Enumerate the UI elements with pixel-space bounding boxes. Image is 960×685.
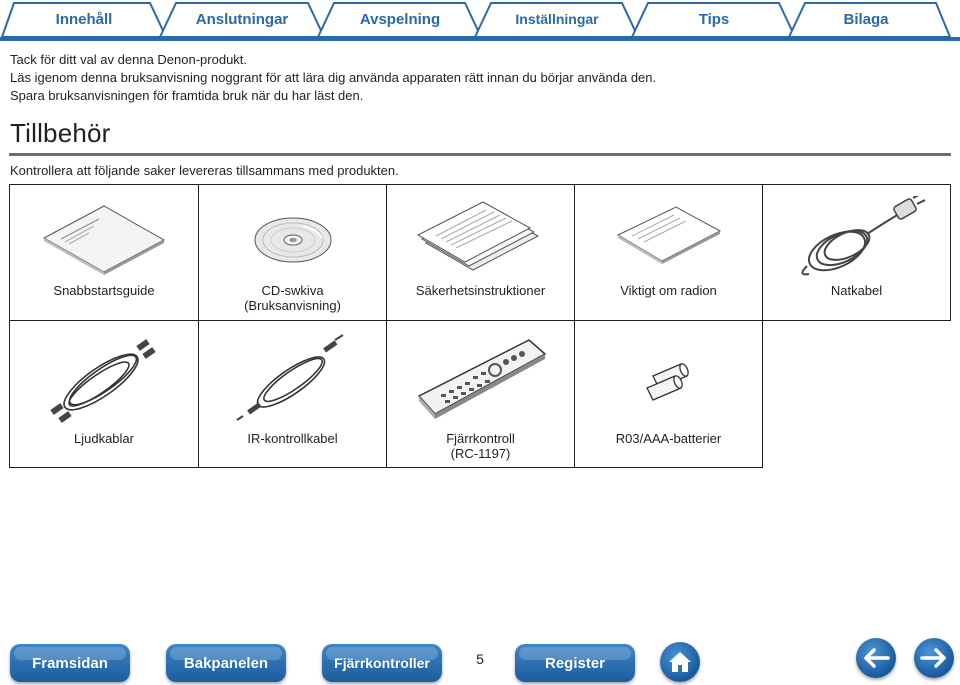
accessory-cell	[574, 320, 763, 468]
tab-appendix[interactable]: Bilaga	[843, 10, 889, 28]
arrow-left-icon	[862, 648, 890, 668]
remote-controls-button-label: Fjärrkontroller	[334, 655, 430, 671]
accessory-sublabel: (Bruksanvisning)	[244, 298, 341, 313]
next-page-button[interactable]	[914, 638, 954, 678]
quick-start-guide-icon	[10, 193, 198, 283]
section-description: Kontrollera att följande saker levereras tillsammans med produkten.	[10, 163, 399, 178]
previous-page-button[interactable]	[856, 638, 896, 678]
accessory-label: CD-swkiva	[261, 283, 324, 298]
index-button-label: Register	[544, 654, 606, 672]
audio-cable-icon	[10, 329, 198, 429]
section-title: Tillbehör	[10, 118, 111, 148]
intro-line: Läs igenom denna bruksanvisning noggrant för att lära dig använda apparaten rätt innan du börjar använda den.	[10, 70, 657, 85]
accessory-label: IR-kontrollkabel	[247, 431, 338, 446]
accessory-cell	[198, 320, 387, 468]
power-cable-icon	[763, 193, 950, 283]
accessory-label: Fjärrkontroll	[446, 431, 515, 446]
cd-icon	[199, 193, 386, 283]
accessory-cell	[762, 184, 951, 321]
home-button[interactable]	[660, 642, 700, 682]
accessory-label: R03/AAA-batterier	[615, 431, 722, 446]
tab-tips[interactable]: Tips	[698, 10, 730, 28]
rear-panel-button[interactable]	[166, 644, 286, 682]
accessory-cell	[386, 320, 575, 468]
page-number: 5	[476, 651, 484, 667]
radio-notice-icon	[575, 193, 762, 283]
accessory-cell	[198, 184, 387, 321]
intro-text	[10, 51, 950, 105]
home-icon	[667, 650, 693, 674]
accessory-label: Snabbstartsguide	[53, 283, 155, 298]
index-button[interactable]	[515, 644, 635, 682]
front-panel-button-label: Framsidan	[32, 654, 108, 672]
accessory-sublabel: (RC-1197)	[450, 446, 511, 461]
front-panel-button[interactable]	[10, 644, 130, 682]
ir-cable-icon	[199, 329, 386, 429]
accessory-label: Säkerhetsinstruktioner	[415, 283, 546, 298]
accessory-cell	[574, 184, 763, 321]
tab-underline	[0, 37, 960, 41]
tab-playback[interactable]: Avspelning	[359, 10, 441, 28]
remote-controls-button[interactable]	[322, 644, 442, 682]
tab-contents[interactable]: Innehåll	[55, 10, 113, 28]
tab-settings[interactable]: Inställningar	[515, 11, 599, 27]
remote-control-icon	[387, 329, 574, 429]
intro-line: Spara bruksanvisningen för framtida bruk när du har läst den.	[10, 88, 364, 103]
accessory-label: Natkabel	[830, 283, 883, 298]
tab-connections[interactable]: Anslutningar	[195, 10, 289, 28]
rear-panel-button-label: Bakpanelen	[183, 654, 269, 672]
accessory-cell	[386, 184, 575, 321]
tab-bar	[0, 0, 960, 44]
intro-line: Tack för ditt val av denna Denon-produkt.	[10, 52, 248, 67]
accessory-label: Ljudkablar	[74, 431, 134, 446]
arrow-right-icon	[920, 648, 948, 668]
safety-instructions-icon	[387, 193, 574, 283]
title-divider	[9, 153, 951, 156]
batteries-icon	[575, 329, 762, 429]
accessory-cell	[9, 184, 199, 321]
accessory-label: Viktigt om radion	[620, 283, 717, 298]
accessory-cell	[9, 320, 199, 468]
